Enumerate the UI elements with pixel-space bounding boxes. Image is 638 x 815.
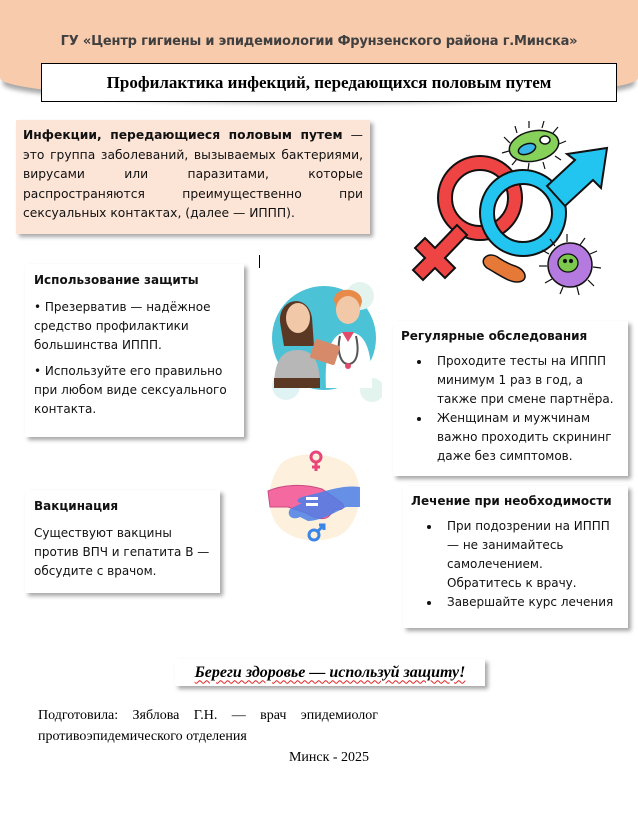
definition-text: — это группа заболеваний, вызываемых бактериями, вирусами или паразитами, которые распространяются преимущественно при сексуальных контактах, (далее — ИППП). xyxy=(23,128,363,221)
vaccination-card xyxy=(25,490,220,593)
vaccination-heading: Вакцинация xyxy=(34,499,119,513)
protection-heading: Использование защиты xyxy=(34,273,199,287)
title-box xyxy=(41,63,617,102)
definition-term: Инфекции, передающиеся половым путем xyxy=(23,128,343,142)
page-title: Профилактика инфекций, передающихся половым путем xyxy=(106,72,552,92)
screening-heading: Регулярные обследования xyxy=(401,329,588,343)
slogan-text: Береги здоровье — используй защиту! xyxy=(194,663,466,681)
protection-card xyxy=(25,264,244,437)
definition-card xyxy=(16,120,370,234)
doctor-patient-illustration-icon xyxy=(262,280,382,402)
treatment-item: • Завершайте курс лечения xyxy=(441,593,620,612)
protection-item: • Используйте его правильно при любом виде сексуального контакта. xyxy=(34,364,227,416)
screening-card xyxy=(393,321,628,476)
treatment-heading: Лечение при необходимости xyxy=(411,494,612,508)
protection-item: • Презерватив — надёжное средство профилактики большинства ИППП. xyxy=(34,300,211,352)
organization-name: ГУ «Центр гигиены и эпидемиологии Фрунзенского района г.Минска» xyxy=(60,34,578,49)
equality-handshake-icon xyxy=(262,445,367,543)
bacterium-orange-icon xyxy=(483,255,525,282)
text-cursor xyxy=(259,255,260,268)
slogan-box xyxy=(175,659,485,686)
gender-symbols-icon xyxy=(405,118,615,308)
bacterium-green-top-icon xyxy=(502,121,566,170)
treatment-item: • При подозрении на ИППП — не занимайтесь самолечением. Обратитесь к врачу. xyxy=(441,517,620,593)
author-credit: Подготовила: Зяблова Г.Н. — врач эпидемиолог противоэпидемического отделения xyxy=(38,708,378,744)
screening-item: • Женщинам и мужчинам важно проходить скрининг даже без симптомов. xyxy=(431,409,620,466)
treatment-card xyxy=(403,486,628,628)
vaccination-text: Существуют вакцины против ВПЧ и гепатита В — обсудите с врачом. xyxy=(34,526,210,578)
footer-city-year: Минск - 2025 xyxy=(288,750,370,765)
screening-item: • Проходите тесты на ИППП минимум 1 раз в год, а также при смене партнёра. xyxy=(431,352,620,409)
